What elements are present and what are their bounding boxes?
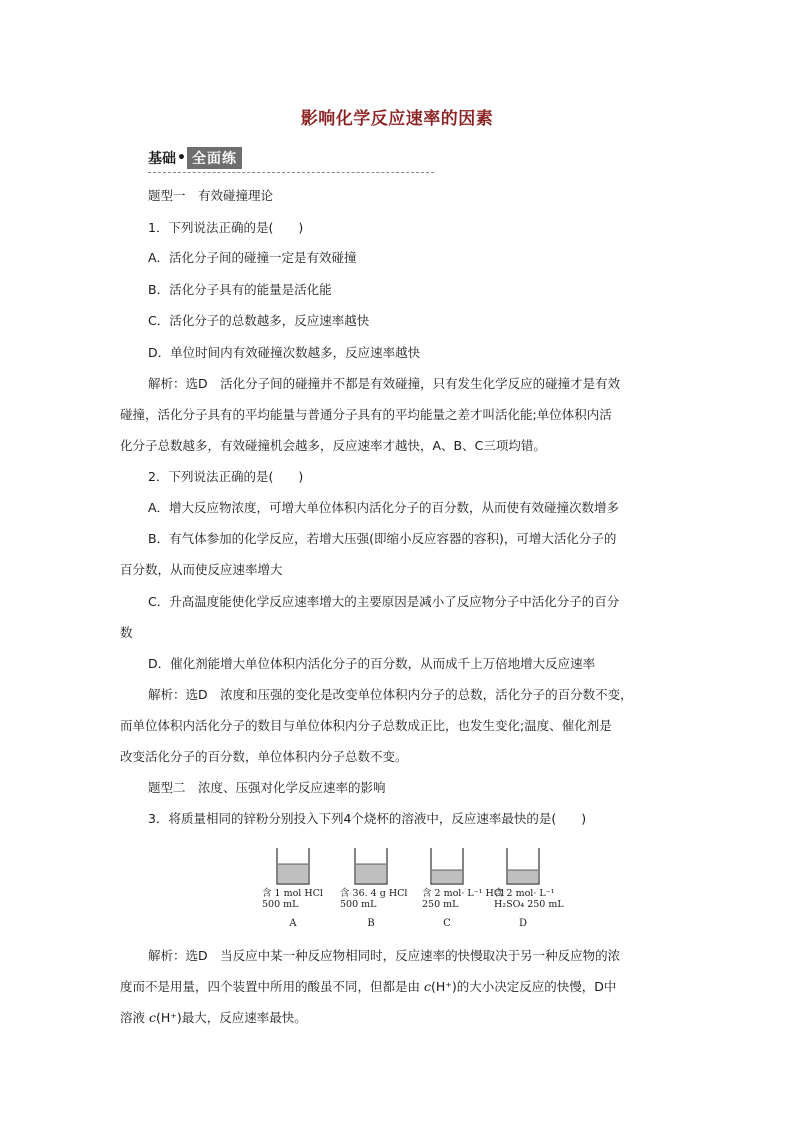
badge-dashed-rule [148,172,434,173]
text-line: 题型二 浓度、压强对化学反应速率的影响 [148,780,386,795]
beaker-letter: A [289,918,297,929]
text-line: D．单位时间内有效碰撞次数越多，反应速率越快 [148,345,421,360]
text-line: A．活化分子间的碰撞一定是有效碰撞 [148,250,357,265]
beaker-caption: 含 2 mol· L⁻¹ H₂SO₄ 250 mL [494,888,564,910]
text-line: 解析：选D 当反应中某一种反应物相同时，反应速率的快慢取决于另一种反应物的浓 [148,948,621,963]
page-title: 影响化学反应速率的因素 [300,109,494,129]
text-line: B．活化分子具有的能量是活化能 [148,282,332,297]
badge-dot: • [177,150,186,166]
text-line: 溶液 c(H⁺)最大，反应速率最快。 [120,1010,307,1025]
text-line: 2．下列说法正确的是( ) [148,469,304,484]
badge-plain: 基础 [148,151,176,167]
text-line: D．催化剂能增大单位体积内活化分子的百分数，从而成千上万倍地增大反应速率 [148,656,596,671]
text-line: 改变活化分子的百分数，单位体积内分子总数不变。 [120,749,408,764]
text-line: 解析：选D 浓度和压强的变化是改变单位体积内分子的总数，活化分子的百分数不变， [148,687,633,702]
beaker-letter: C [443,918,451,929]
beaker-letter: D [518,918,528,929]
section-badge [148,146,242,170]
beaker-letter: B [367,918,375,929]
text-line: 数 [120,625,133,640]
text-line: 而单位体积内活化分子的数目与单位体积内分子总数成正比，也发生变化;温度、催化剂是 [120,718,612,733]
beaker-icon [428,846,466,886]
text-line: 解析：选D 活化分子间的碰撞并不都是有效碰撞，只有发生化学反应的碰撞才是有效 [148,376,621,391]
text-line: 化分子总数越多，有效碰撞机会越多，反应速率才越快，A、B、C三项均错。 [120,438,546,453]
text-line: A．增大反应物浓度，可增大单位体积内活化分子的百分数，从而使有效碰撞次数增多 [148,500,620,515]
text-line: 度而不是用量，四个装置中所用的酸虽不同，但都是由 c(H⁺)的大小决定反应的快慢，D中 [120,979,617,994]
beaker-caption: 含 36. 4 g HCl 500 mL [340,888,408,910]
beaker-icon [274,846,312,886]
badge-dark: 全面练 [187,147,242,169]
beaker-figure [262,840,562,940]
text-line: B．有气体参加的化学反应，若增大压强(即缩小反应容器的容积)，可增大活化分子的 [148,531,617,546]
beaker-icon [352,846,390,886]
beaker-caption: 含 1 mol HCl 500 mL [262,888,323,910]
beaker-icon [504,846,542,886]
text-line: 碰撞，活化分子具有的平均能量与普通分子具有的平均能量之差才叫活化能;单位体积内活 [120,407,612,422]
text-line: 3．将质量相同的锌粉分别投入下列4个烧杯的溶液中，反应速率最快的是( ) [148,811,587,826]
text-line: 1．下列说法正确的是( ) [148,220,304,235]
text-line: 百分数，从而使反应速率增大 [120,562,283,577]
text-line: 题型一 有效碰撞理论 [148,188,274,203]
text-line: C．升高温度能使化学反应速率增大的主要原因是减小了反应物分子中活化分子的百分 [148,594,620,609]
beaker-caption: 含 2 mol· L⁻¹ HCl 250 mL [422,888,505,910]
text-line: C．活化分子的总数越多，反应速率越快 [148,313,370,328]
